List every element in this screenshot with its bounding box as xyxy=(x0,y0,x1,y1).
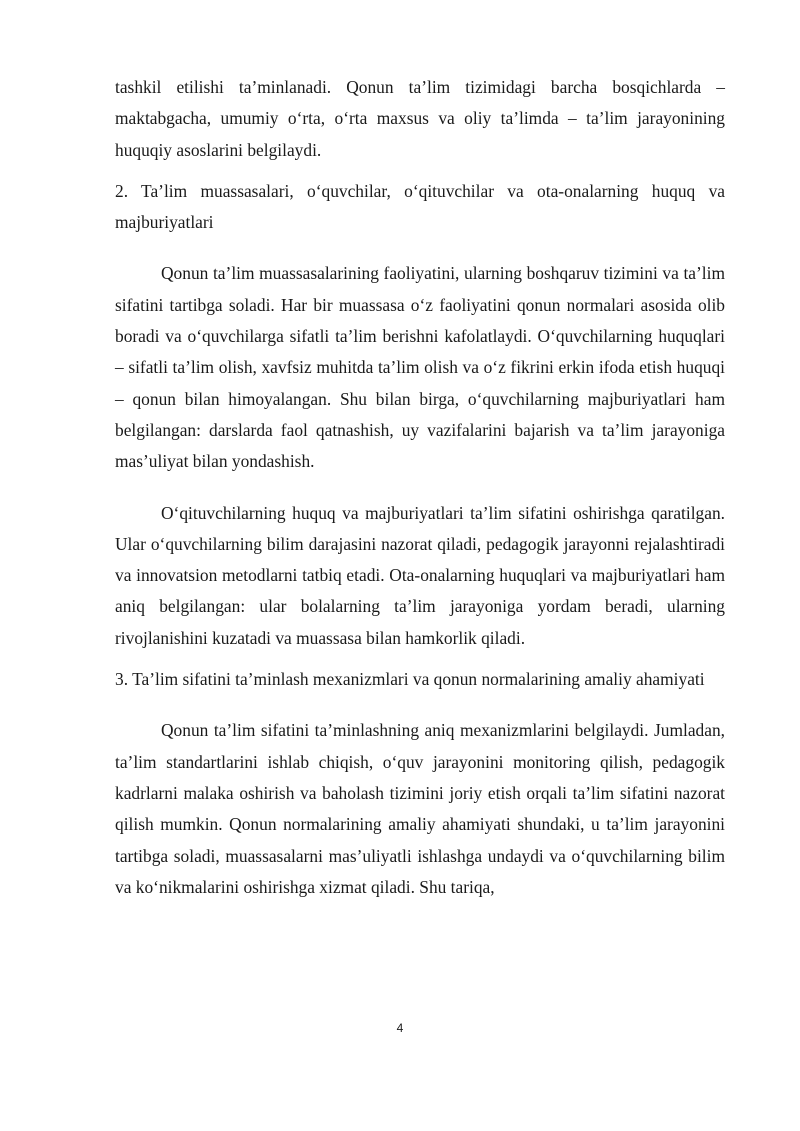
paragraph-quality: Qonun ta’lim sifatini ta’minlashning aniq mexanizmlarini belgilaydi. Jumladan, ta’lim standartlarini ishlab chiqish, o‘quv jarayonini monitoring qilish, pedagogik kadrlarni malaka oshirish va baholash tizimini joriy etish orqali ta’lim sifatini nazorat qilish mumkin. Qonun normalarining amaliy ahamiyati shundaki, u ta’lim jarayonini tartibga soladi, muassasalarni mas’uliyatli ishlashga undaydi va o‘quvchilarning bilim va ko‘nikmalarini oshirishga xizmat qiladi. Shu tariqa, xyxy=(115,720,725,897)
page-body xyxy=(115,72,725,903)
section-heading-2: 2. Ta’lim muassasalari, o‘quvchilar, o‘qituvchilar va ota-onalarning huquq va majburiyatlari xyxy=(115,180,725,233)
paragraph-institutions: Qonun ta’lim muassasalarining faoliyatini, ularning boshqaruv tizimini va ta’lim sifatini tartibga soladi. Har bir muassasa o‘z faoliyatini qonun normalari asosida olib boradi va o‘quvchilarga sifatli ta’lim berishni kafolatlaydi. O‘quvchilarning huquqlari – sifatli ta’lim olish, xavfsiz muhitda ta’lim olish va o‘z fikrini erkin ifoda etish huquqi – qonun bilan himoyalangan. Shu bilan birga, o‘quvchilarning majburiyatlari ham belgilangan: darslarda faol qatnashish, uy vazifalarini bajarish va ta’lim jarayoniga mas’uliyat bilan yondashish. xyxy=(115,263,725,472)
section-heading-3: 3. Ta’lim sifatini ta’minlash mexanizmlari va qonun normalarining amaliy ahamiyati xyxy=(115,669,705,690)
page-number: 4 xyxy=(396,1021,404,1035)
paragraph-continuation: tashkil etilishi ta’minlanadi. Qonun ta’lim tizimidagi barcha bosqichlarda – maktabgacha, umumiy o‘rta, o‘rta maxsus va oliy ta’limda – ta’lim jarayonining huquqiy asoslarini belgilaydi. xyxy=(115,77,725,160)
paragraph-teachers: O‘qituvchilarning huquq va majburiyatlari ta’lim sifatini oshirishga qaratilgan. Ular o‘quvchilarning bilim darajasini nazorat qiladi, pedagogik jarayonni rejalashtiradi va innovatsion metodlarni tatbiq etadi. Ota-onalarning huquqlari va majburiyatlari ham aniq belgilangan: ular bolalarning ta’lim jarayoniga yordam beradi, ularning rivojlanishini kuzatadi va muassasa bilan hamkorlik qiladi. xyxy=(115,502,725,648)
